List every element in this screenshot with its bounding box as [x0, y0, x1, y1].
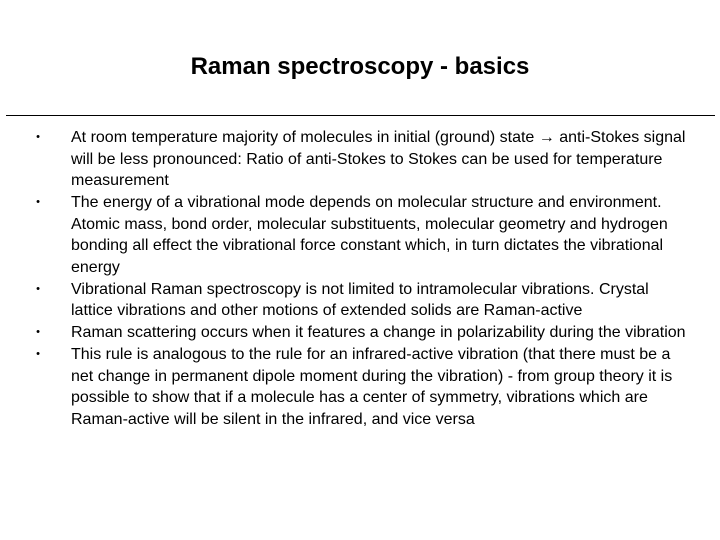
bullet-item: [0, 279, 720, 322]
bullet-item: [0, 344, 720, 430]
bullet-dot-icon: •: [36, 282, 40, 295]
bullet-item: [0, 127, 720, 192]
bullet-text: Vibrational Raman spectroscopy is not limited to intramolecular vibrations. Crystal lattice vibrations and other motions of extended solids are Raman-active: [71, 280, 649, 319]
bullet-dot-icon: •: [36, 131, 40, 143]
bullet-text: This rule is analogous to the rule for an infrared-active vibration (that there must be a net change in permanent dipole moment during the vibration) - from group theory it is possible to show that if a molecule has a center of symmetry, vibrations which are Raman-active will be silent in the infrared, and vice versa: [71, 346, 673, 428]
bullet-text: At room temperature majority of molecules in initial (ground) state → anti-Stokes signal will be less pronounced: Ratio of anti-Stokes to Stokes can be used for temperature measurement: [71, 129, 686, 189]
slide-title: Raman spectroscopy - basics: [190, 53, 530, 80]
bullet-list: [0, 127, 720, 431]
bullet-item: [0, 192, 720, 278]
bullet-text: Raman scattering occurs when it features a change in polarizability during the vibration: [71, 324, 686, 341]
bullet-dot-icon: •: [36, 326, 40, 338]
bullet-item: [0, 322, 720, 344]
bullet-dot-icon: •: [36, 196, 40, 208]
bullet-text: The energy of a vibrational mode depends on molecular structure and environment. Atomic mass, bond order, molecular substituents, molecular geometry and hydrogen bonding all effect the vibrational force constant which, in turn dictates the vibrational energy: [71, 194, 668, 276]
bullet-dot-icon: •: [36, 348, 40, 360]
title-divider: [6, 115, 715, 116]
